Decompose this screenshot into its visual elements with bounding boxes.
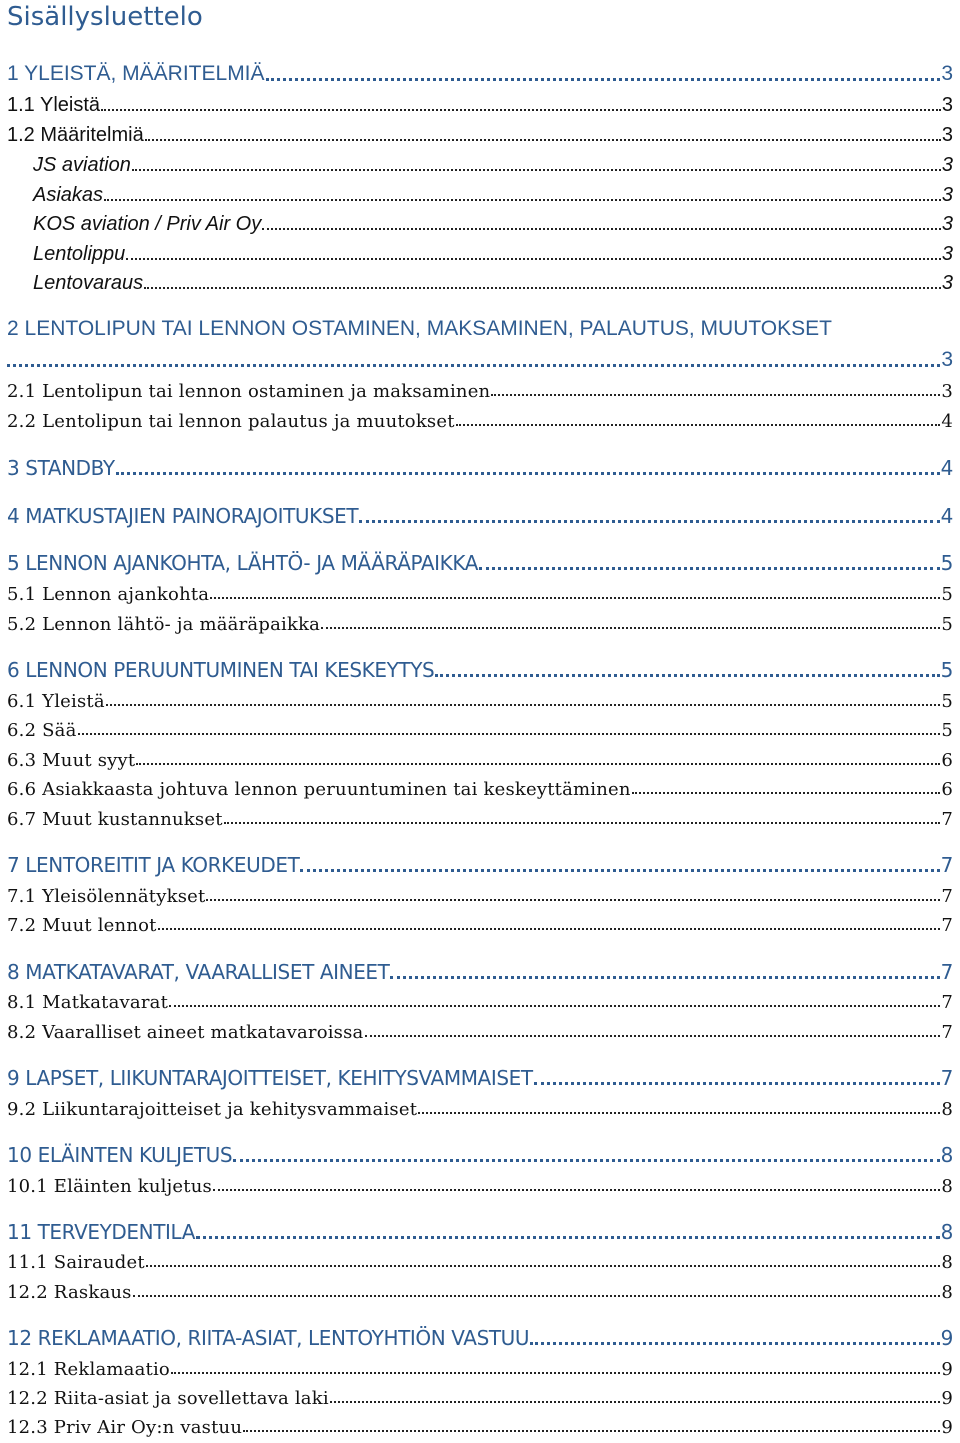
toc-entry-js-aviation[interactable] — [33, 154, 953, 177]
toc-entry-label: 10.1 Eläinten kuljetus — [7, 1176, 212, 1197]
toc-entry-label: 9 LAPSET, LIIKUNTARAJOITTEISET, KEHITYSVAMMAISET — [7, 1066, 533, 1090]
toc-entry-label: 8.2 Vaaralliset aineet matkatavaroissa — [7, 1022, 364, 1043]
toc-entry-8[interactable] — [7, 960, 953, 984]
toc-page-number: 6 — [941, 750, 953, 771]
toc-entry-11-1[interactable] — [7, 1252, 953, 1273]
toc-page-number: 8 — [941, 1252, 953, 1273]
toc-page-number: 7 — [940, 1066, 953, 1090]
dot-leader — [233, 1159, 939, 1162]
dot-leader — [243, 1430, 940, 1432]
toc-entry-10-1[interactable] — [7, 1176, 953, 1197]
toc-entry-7[interactable] — [7, 853, 953, 877]
toc-page-number: 5 — [940, 551, 953, 575]
toc-page-number: 9 — [941, 1388, 953, 1409]
toc-entry-2-label[interactable]: 2 LENTOLIPUN TAI LENNON OSTAMINEN, MAKSAMINEN, PALAUTUS, MUUTOKSET — [7, 317, 832, 340]
dot-leader — [206, 899, 940, 901]
dot-leader — [213, 1189, 940, 1191]
toc-page-number: 5 — [940, 658, 953, 682]
toc-entry-label: 10 ELÄINTEN KULJETUS — [7, 1143, 233, 1167]
dot-leader — [169, 1005, 940, 1007]
dot-leader — [210, 597, 940, 599]
toc-entry-12-2[interactable] — [7, 1388, 953, 1409]
toc-entry-label: 5.1 Lennon ajankohta — [7, 584, 210, 605]
toc-entry-6-2[interactable] — [7, 720, 953, 741]
toc-entry-label: JS aviation — [33, 154, 131, 176]
toc-page-number: 7 — [940, 853, 953, 877]
toc-entry-label: 6.2 Sää — [7, 720, 77, 741]
toc-entry-2[interactable] — [7, 348, 953, 372]
toc-entry-12-1[interactable] — [7, 1359, 953, 1380]
toc-page-number: 8 — [941, 1176, 953, 1197]
toc-entry-label: 1.2 Määritelmiä — [7, 124, 144, 146]
toc-entry-8-1[interactable] — [7, 992, 953, 1013]
dot-leader — [171, 1372, 940, 1374]
toc-entry-1-1[interactable] — [7, 94, 953, 117]
toc-entry-5[interactable] — [7, 551, 953, 575]
toc-entry-label: 6.1 Yleistä — [7, 691, 105, 712]
toc-page-number: 3 — [941, 381, 953, 402]
toc-entry-6-3[interactable] — [7, 750, 953, 771]
dot-leader — [632, 792, 941, 794]
toc-page-number: 3 — [941, 243, 953, 265]
toc-page-number: 5 — [941, 614, 953, 635]
toc-entry-label: 2.1 Lentolipun tai lennon ostaminen ja maksaminen — [7, 381, 491, 402]
toc-entry-2-1[interactable] — [7, 381, 953, 402]
toc-entry-label: 6 LENNON PERUUNTUMINEN TAI KESKEYTYS — [7, 658, 435, 682]
toc-entry-label: 12.1 Reklamaatio — [7, 1359, 170, 1380]
dot-leader — [78, 733, 941, 735]
toc-page-number: 7 — [941, 809, 953, 830]
toc-page-number: 9 — [940, 1326, 953, 1350]
toc-page-number: 8 — [940, 1143, 953, 1167]
dot-leader — [330, 1401, 941, 1403]
toc-entry-12-3[interactable] — [7, 1417, 953, 1438]
toc-page-number: 7 — [940, 960, 953, 984]
dot-leader — [106, 704, 941, 706]
dot-leader — [262, 228, 941, 230]
toc-entry-12[interactable] — [7, 1326, 953, 1350]
toc-entry-10[interactable] — [7, 1143, 953, 1167]
dot-leader — [104, 199, 941, 201]
toc-entry-label: 11.1 Sairaudet — [7, 1252, 145, 1273]
toc-entry-label: 8 MATKATAVARAT, VAARALLISET AINEET — [7, 960, 390, 984]
toc-page-number: 7 — [941, 915, 953, 936]
toc-page-number: 4 — [940, 504, 953, 528]
dot-leader — [491, 394, 940, 396]
toc-page-number: 3 — [941, 184, 953, 206]
toc-entry-9-2[interactable] — [7, 1099, 953, 1120]
toc-page-number: 6 — [941, 779, 953, 800]
toc-entry-12-2-raskaus[interactable] — [7, 1282, 953, 1303]
toc-entry-3[interactable] — [7, 456, 953, 480]
toc-page-number: 9 — [941, 1417, 953, 1438]
toc-page-number: 9 — [941, 1359, 953, 1380]
toc-entry-asiakas[interactable] — [33, 184, 953, 207]
toc-entry-label: 6.7 Muut kustannukset — [7, 809, 223, 830]
dot-leader — [365, 1035, 941, 1037]
toc-entry-label: 8.1 Matkatavarat — [7, 992, 169, 1013]
dot-leader — [144, 287, 941, 289]
toc-entry-1-2[interactable] — [7, 124, 953, 147]
dot-leader — [196, 1236, 940, 1239]
toc-entry-label: 7.1 Yleisölennätykset — [7, 886, 206, 907]
toc-entry-label: 12.3 Priv Air Oy:n vastuu — [7, 1417, 243, 1438]
toc-entry-label: 5.2 Lennon lähtö- ja määräpaikka — [7, 614, 321, 635]
toc-entry-label: 5 LENNON AJANKOHTA, LÄHTÖ- JA MÄÄRÄPAIKKA — [7, 551, 479, 575]
toc-entry-lentolippu[interactable] — [33, 243, 953, 266]
dot-leader — [116, 472, 940, 475]
dot-leader — [132, 169, 941, 171]
toc-page-number: 7 — [941, 1022, 953, 1043]
toc-entry-6-7[interactable] — [7, 809, 953, 830]
dot-leader — [390, 976, 939, 979]
toc-entry-label: 7 LENTOREITIT JA KORKEUDET — [7, 853, 300, 877]
dot-leader — [158, 928, 941, 930]
toc-entry-label: 12 REKLAMAATIO, RIITA-ASIAT, LENTOYHTIÖN VASTUU — [7, 1326, 530, 1350]
toc-entry-lentovaraus[interactable] — [33, 272, 953, 295]
toc-page-number: 3 — [941, 213, 953, 235]
toc-page-number: 7 — [941, 886, 953, 907]
toc-page-number: 7 — [941, 992, 953, 1013]
toc-entry-7-1[interactable] — [7, 886, 953, 907]
toc-page-number: 5 — [941, 584, 953, 605]
dot-leader — [101, 109, 941, 111]
toc-entry-6[interactable] — [7, 658, 953, 682]
toc-entry-label: 1 YLEISTÄ, MÄÄRITELMIÄ — [7, 62, 265, 85]
toc-entry-label: 12.2 Raskaus — [7, 1282, 132, 1303]
toc-page-number: 5 — [941, 720, 953, 741]
dot-leader — [300, 869, 939, 872]
toc-page-number: 3 — [941, 154, 953, 176]
dot-leader — [136, 763, 940, 765]
toc-entry-label: 11 TERVEYDENTILA — [7, 1220, 195, 1244]
toc-page-number: 8 — [941, 1282, 953, 1303]
toc-entry-label: Lentolippu — [33, 243, 126, 265]
toc-page-number: 4 — [941, 411, 953, 432]
toc-entry-6-6[interactable] — [7, 779, 953, 800]
dot-leader — [266, 78, 941, 81]
toc-entry-label: 6.3 Muut syyt — [7, 750, 136, 771]
toc-entry-label: 4 MATKUSTAJIEN PAINORAJOITUKSET — [7, 504, 359, 528]
toc-title: Sisällysluettelo — [7, 2, 203, 32]
dot-leader — [126, 258, 941, 260]
toc-entry-kos-aviation[interactable] — [33, 213, 953, 236]
toc-page-number: 3 — [941, 94, 953, 116]
toc-entry-5-2[interactable] — [7, 614, 953, 635]
dot-leader — [418, 1112, 940, 1114]
toc-page-number: 3 — [941, 62, 953, 85]
toc-entry-1[interactable] — [7, 62, 953, 86]
toc-entry-label: KOS aviation / Priv Air Oy — [33, 213, 262, 235]
toc-page-number: 8 — [941, 1099, 953, 1120]
dot-leader — [145, 139, 941, 141]
toc-entry-6-1[interactable] — [7, 691, 953, 712]
toc-entry-2-2[interactable] — [7, 411, 953, 432]
toc-entry-label: Asiakas — [33, 184, 104, 206]
toc-entry-5-1[interactable] — [7, 584, 953, 605]
toc-entry-label: 9.2 Liikuntarajoitteiset ja kehitysvammaiset — [7, 1099, 418, 1120]
dot-leader — [435, 674, 939, 677]
dot-leader — [479, 567, 940, 570]
toc-entry-label: 7.2 Muut lennot — [7, 915, 157, 936]
toc-page-number: 5 — [941, 691, 953, 712]
dot-leader — [7, 364, 940, 367]
toc-entry-label: 2.2 Lentolipun tai lennon palautus ja muutokset — [7, 411, 455, 432]
toc-entry-11[interactable] — [7, 1220, 953, 1244]
toc-entry-label: 6.6 Asiakkaasta johtuva lennon peruuntuminen tai keskeyttäminen — [7, 779, 631, 800]
dot-leader — [534, 1082, 940, 1085]
toc-entry-8-2[interactable] — [7, 1022, 953, 1043]
toc-page-number: 3 — [941, 272, 953, 294]
dot-leader — [146, 1265, 941, 1267]
dot-leader — [359, 520, 939, 523]
toc-entry-label: Lentovaraus — [33, 272, 144, 294]
toc-entry-label: 3 STANDBY — [7, 456, 115, 480]
dot-leader — [224, 822, 941, 824]
dot-leader — [133, 1295, 941, 1297]
dot-leader — [456, 424, 941, 426]
toc-entry-4[interactable] — [7, 504, 953, 528]
toc-page-number: 8 — [940, 1220, 953, 1244]
toc-page-number: 4 — [940, 456, 953, 480]
toc-entry-label: 1.1 Yleistä — [7, 94, 101, 116]
toc-entry-9[interactable] — [7, 1066, 953, 1090]
toc-entry-label: 12.2 Riita-asiat ja sovellettava laki — [7, 1388, 329, 1409]
dot-leader — [530, 1342, 940, 1345]
toc-entry-7-2[interactable] — [7, 915, 953, 936]
toc-page-number: 3 — [941, 124, 953, 146]
toc-page-number: 3 — [941, 348, 953, 371]
dot-leader — [321, 627, 940, 629]
